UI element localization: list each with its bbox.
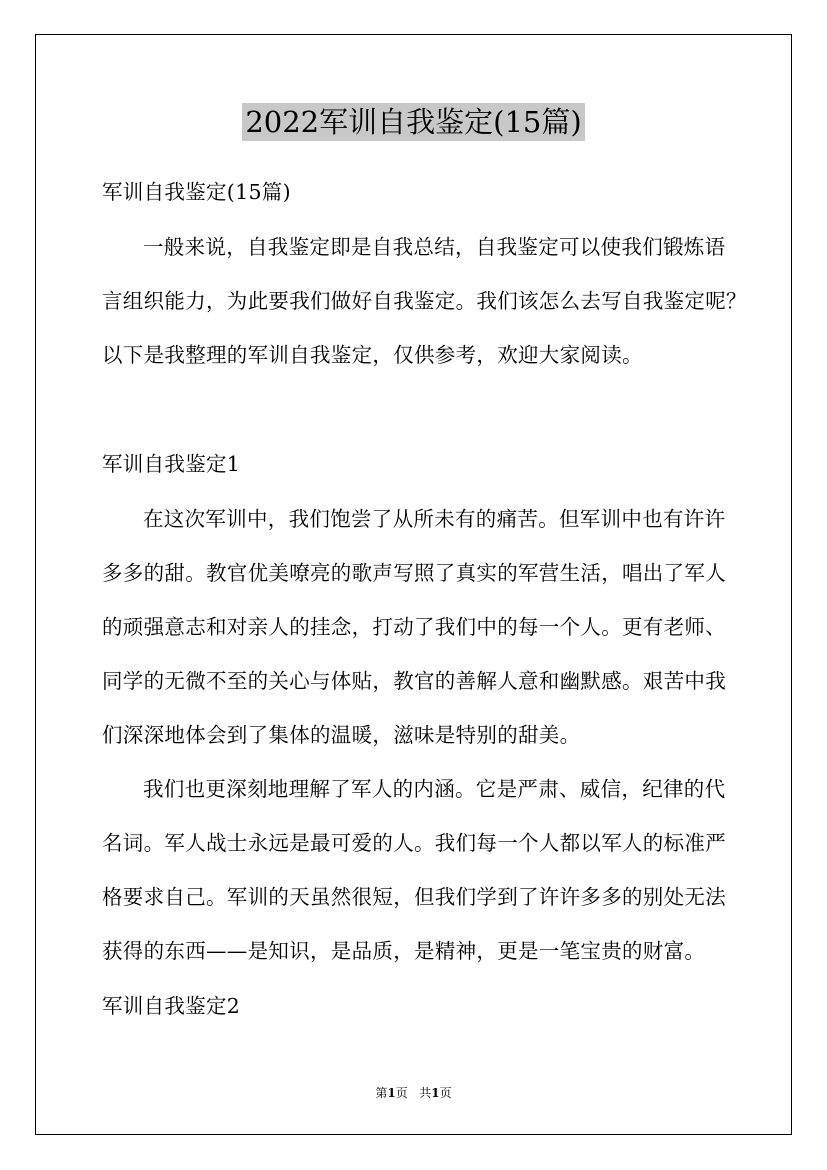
total-suffix: 页 — [439, 1086, 452, 1100]
paragraph-line: 在这次军训中，我们饱尝了从所未有的痛苦。但军训中也有许许 — [143, 507, 726, 531]
page-number: 1 — [387, 1086, 396, 1100]
document-subtitle: 军训自我鉴定(15篇) — [102, 180, 291, 204]
section-heading: 军训自我鉴定2 — [102, 994, 241, 1018]
paragraph-line: 同学的无微不至的关心与体贴，教官的善解人意和幽默感。艰苦中我 — [102, 669, 726, 693]
total-prefix: 共 — [419, 1086, 432, 1100]
paragraph-line: 格要求自己。军训的天虽然很短，但我们学到了许许多多的别处无法 — [102, 885, 726, 909]
paragraph-line: 多多的甜。教官优美嘹亮的歌声写照了真实的军营生活，唱出了军人 — [102, 561, 726, 585]
paragraph-line: 名词。军人战士永远是最可爱的人。我们每一个人都以军人的标准严 — [102, 831, 726, 855]
total-pages: 1 — [431, 1086, 440, 1100]
paragraph-line: 们深深地体会到了集体的温暖，滋味是特别的甜美。 — [102, 723, 581, 747]
section-heading: 军训自我鉴定1 — [102, 452, 241, 476]
paragraph-line: 一般来说，自我鉴定即是自我总结，自我鉴定可以使我们锻炼语 — [143, 235, 726, 259]
paragraph-line: 的顽强意志和对亲人的挂念，打动了我们中的每一个人。更有老师、 — [102, 615, 726, 639]
paragraph-line: 我们也更深刻地理解了军人的内涵。它是严肃、威信，纪律的代 — [143, 777, 726, 801]
paragraph-line: 以下是我整理的军训自我鉴定，仅供参考，欢迎大家阅读。 — [102, 343, 643, 367]
page-prefix: 第 — [375, 1086, 388, 1100]
paragraph-line: 获得的东西——是知识，是品质，是精神，更是一笔宝贵的财富。 — [102, 939, 706, 963]
page-suffix: 页 — [395, 1086, 408, 1100]
page-footer — [0, 1085, 827, 1101]
paragraph-line: 言组织能力，为此要我们做好自我鉴定。我们该怎么去写自我鉴定呢？ — [102, 289, 747, 313]
document-title: 2022军训自我鉴定(15篇) — [242, 103, 584, 141]
title-container — [0, 103, 827, 141]
